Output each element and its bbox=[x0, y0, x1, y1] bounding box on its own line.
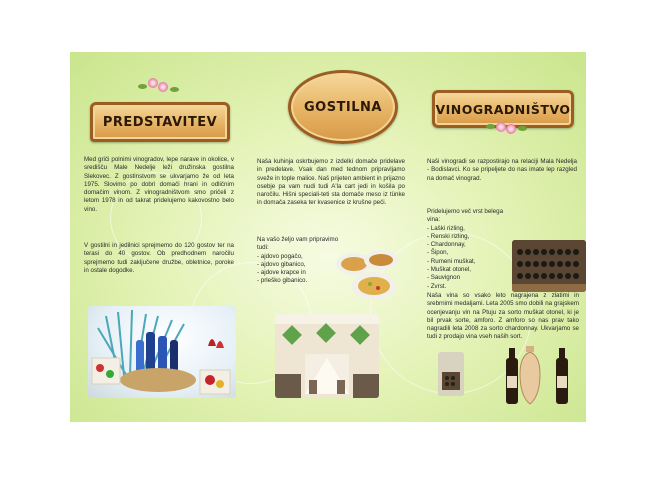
list-item: - Laški rizling, bbox=[427, 224, 465, 232]
leaf-icon bbox=[170, 87, 179, 92]
panel-title: PREDSTAVITEV bbox=[102, 114, 218, 130]
list-item: - ajdovo gibanico, bbox=[257, 260, 306, 268]
panel-title: VINOGRADNIŠTVO bbox=[435, 101, 571, 117]
kitchen-paragraph: Naša kuhinja oskrbujemo z izdelki domače pridelave in predelave. Vsak dan med tednom pripravljamo sveže in tople malice. Naš prijeten ambient in prijazno osebje pa vam nudi tudi A'la cart jedi in košila po naročilu. Hišni speciali-teti sta domače meso iz tünke in domača zaseka ter kvasenice iz krušne peči. bbox=[257, 158, 405, 207]
wine-varieties-list bbox=[427, 208, 517, 291]
awards-paragraph: Naša vina so vsako leto nagrajena z zlatimi in srebrnimi medaljami. Leta 2005 smo dobili na grajskem ocenjevanju vin na Ptuju za sorto muškat otonel, ki je bil prvak sorte, amforo. Z amforo so nas prav tako nagradili leta 2008 za sorto chardonnay. Ukvarjamo se tudi z prodajo vina vseh naših sort. bbox=[427, 292, 579, 341]
restaurant-interior-photo bbox=[275, 314, 379, 398]
leaf-icon bbox=[486, 124, 495, 129]
list-item: - Muškat otonel, bbox=[427, 266, 472, 274]
wine-arrangement-photo bbox=[88, 306, 236, 398]
rose-icon bbox=[506, 124, 516, 134]
varieties-intro: Pridelujemo več vrst belega vina: bbox=[427, 208, 504, 224]
intro-paragraph: Med griči polnimi vinogradov, lepe narave in okolice, v središču Male Nedelje leži družinska gostilna Slekovec. Z gostinstvom se ukvarjamo že od leta 1975. Slovimo po dobri domači hrani in odličnim domačim vinom. Z vinogradništvom smo pričeli z letom 1978 in od takrat pridelujemo kakovostno belo vino. bbox=[84, 156, 234, 213]
food-photo bbox=[334, 246, 400, 304]
list-item: - Rumeni muškat, bbox=[427, 257, 476, 265]
list-item: - Sauvignon bbox=[427, 274, 461, 282]
brochure-page bbox=[70, 52, 586, 422]
specialties-list bbox=[257, 236, 343, 286]
panel-title: GOSTILNA bbox=[303, 99, 382, 115]
sign-predstavitev bbox=[90, 102, 230, 142]
rose-icon bbox=[148, 78, 158, 88]
list-item: - Renski rizling, bbox=[427, 232, 470, 240]
list-item: - ajdove krapce in bbox=[257, 269, 306, 277]
rose-icon bbox=[158, 82, 168, 92]
leaf-icon bbox=[518, 126, 527, 131]
list-item: - Šipon, bbox=[427, 249, 449, 257]
award-bottles-photo bbox=[500, 342, 580, 408]
capacity-paragraph: V gostilni in jedilnici sprejmemo do 120 gostov ter na terasi do 40 gostov. Ob predhodnem naročilu sprejmemo tudi zaključene družbe, obletnice, poroke in ostale dogodke. bbox=[84, 242, 234, 274]
vineyards-paragraph: Naši vinogradi se razpostirajo na relaciji Mala Nedelja - Bodislavci. Ko se pripeljete do nas imate lep razgled na domač vinograd. bbox=[427, 158, 577, 182]
list-item: - Zvrst. bbox=[427, 282, 447, 290]
list-item: - ajdovo pogačo, bbox=[257, 252, 303, 260]
rose-icon bbox=[496, 122, 506, 132]
list-item: - prleško gibanico. bbox=[257, 277, 308, 285]
wine-rack-photo bbox=[512, 240, 586, 292]
sign-gostilna bbox=[288, 70, 398, 144]
column-predstavitev bbox=[70, 52, 242, 422]
leaf-icon bbox=[138, 84, 147, 89]
specialties-intro: Na vašo željo vam pripravimo tudi: bbox=[257, 236, 339, 252]
list-item: - Chardonnay, bbox=[427, 241, 466, 249]
cellar-photo bbox=[438, 352, 464, 396]
